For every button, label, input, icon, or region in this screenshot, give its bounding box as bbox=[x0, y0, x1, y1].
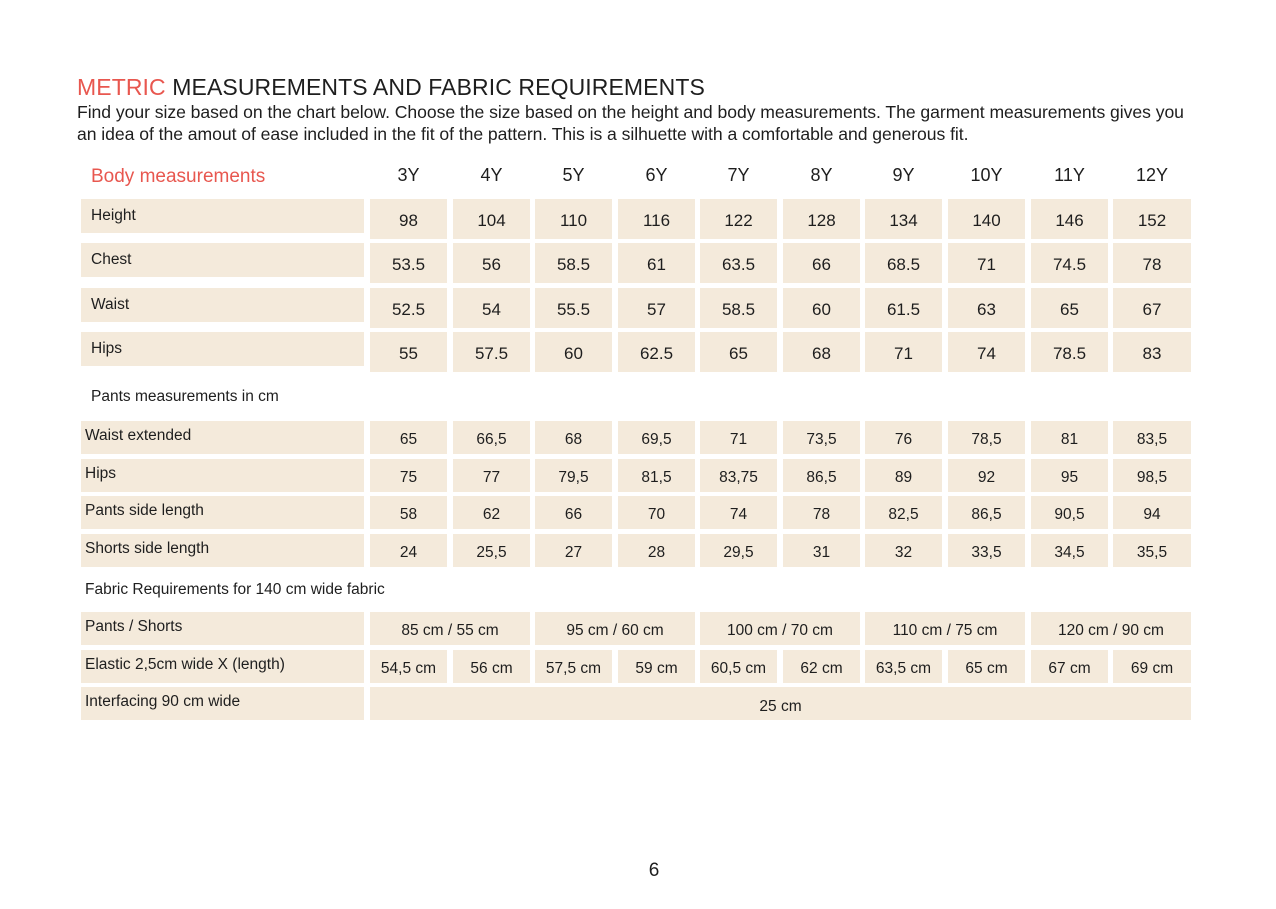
table-cell: 60 bbox=[535, 332, 612, 372]
table-cell: 58.5 bbox=[535, 243, 612, 283]
row-label: Elastic 2,5cm wide X (length) bbox=[81, 650, 364, 683]
table-cell: 140 bbox=[948, 199, 1025, 239]
table-cell: 66 bbox=[535, 496, 612, 529]
body-measurements-title: Body measurements bbox=[91, 166, 266, 187]
table-cell: 68.5 bbox=[865, 243, 942, 283]
table-cell: 35,5 bbox=[1113, 534, 1191, 567]
table-cell: 95 cm / 60 cm bbox=[535, 612, 695, 645]
size-header: 12Y bbox=[1135, 165, 1169, 185]
table-cell: 57 bbox=[618, 288, 695, 328]
table-cell: 74.5 bbox=[1031, 243, 1108, 283]
table-cell: 57.5 bbox=[453, 332, 530, 372]
table-cell: 104 bbox=[453, 199, 530, 239]
table-cell: 92 bbox=[948, 459, 1025, 492]
table-cell: 98 bbox=[370, 199, 447, 239]
pants-measurements-title: Pants measurements in cm bbox=[91, 388, 279, 405]
row-label: Chest bbox=[81, 243, 364, 277]
row-label: Hips bbox=[81, 459, 364, 492]
table-cell: 100 cm / 70 cm bbox=[700, 612, 860, 645]
table-cell: 134 bbox=[865, 199, 942, 239]
fabric-requirements-title: Fabric Requirements for 140 cm wide fabric bbox=[85, 581, 385, 598]
table-cell: 58 bbox=[370, 496, 447, 529]
table-cell: 65 bbox=[370, 421, 447, 454]
table-cell: 82,5 bbox=[865, 496, 942, 529]
intro-paragraph: Find your size based on the chart below. Choose the size based on the height and body measurements. The garment measurements gives you an idea of the amout of ease included in the fit of the pattern. This is a silhuette with a comfortable and generous fit. bbox=[77, 102, 1184, 144]
table-cell: 81 bbox=[1031, 421, 1108, 454]
table-cell: 58.5 bbox=[700, 288, 777, 328]
table-cell: 65 bbox=[700, 332, 777, 372]
row-label: Interfacing 90 cm wide bbox=[81, 687, 364, 720]
heading-accent: METRIC bbox=[77, 74, 166, 100]
table-cell: 78 bbox=[1113, 243, 1191, 283]
table-cell: 95 bbox=[1031, 459, 1108, 492]
table-cell: 146 bbox=[1031, 199, 1108, 239]
table-cell: 54 bbox=[453, 288, 530, 328]
table-cell: 63,5 cm bbox=[865, 650, 942, 683]
table-cell: 83,5 bbox=[1113, 421, 1191, 454]
table-cell: 65 cm bbox=[948, 650, 1025, 683]
table-cell: 56 cm bbox=[453, 650, 530, 683]
table-cell: 59 cm bbox=[618, 650, 695, 683]
table-cell: 62 cm bbox=[783, 650, 860, 683]
table-cell: 81,5 bbox=[618, 459, 695, 492]
table-cell: 75 bbox=[370, 459, 447, 492]
table-cell: 27 bbox=[535, 534, 612, 567]
table-cell: 90,5 bbox=[1031, 496, 1108, 529]
table-cell: 78 bbox=[783, 496, 860, 529]
table-cell: 57,5 cm bbox=[535, 650, 612, 683]
table-cell: 86,5 bbox=[783, 459, 860, 492]
size-header: 4Y bbox=[480, 165, 503, 185]
table-cell: 74 bbox=[700, 496, 777, 529]
table-cell: 128 bbox=[783, 199, 860, 239]
table-cell: 63.5 bbox=[700, 243, 777, 283]
table-cell: 152 bbox=[1113, 199, 1191, 239]
table-cell: 62 bbox=[453, 496, 530, 529]
row-label: Height bbox=[81, 199, 364, 233]
table-cell: 110 cm / 75 cm bbox=[865, 612, 1025, 645]
table-cell: 60 bbox=[783, 288, 860, 328]
table-cell: 54,5 cm bbox=[370, 650, 447, 683]
size-header: 10Y bbox=[970, 165, 1003, 185]
table-cell: 71 bbox=[700, 421, 777, 454]
table-cell: 24 bbox=[370, 534, 447, 567]
table-cell: 83 bbox=[1113, 332, 1191, 372]
table-cell: 74 bbox=[948, 332, 1025, 372]
table-cell: 70 bbox=[618, 496, 695, 529]
table-cell: 55.5 bbox=[535, 288, 612, 328]
table-cell: 52.5 bbox=[370, 288, 447, 328]
size-header: 8Y bbox=[810, 165, 833, 185]
table-cell: 78.5 bbox=[1031, 332, 1108, 372]
table-cell: 73,5 bbox=[783, 421, 860, 454]
table-cell: 78,5 bbox=[948, 421, 1025, 454]
size-header: 11Y bbox=[1054, 165, 1085, 185]
page-number: 6 bbox=[648, 860, 660, 881]
table-cell: 67 cm bbox=[1031, 650, 1108, 683]
table-cell: 83,75 bbox=[700, 459, 777, 492]
table-cell: 76 bbox=[865, 421, 942, 454]
table-cell: 67 bbox=[1113, 288, 1191, 328]
table-cell: 33,5 bbox=[948, 534, 1025, 567]
table-cell: 55 bbox=[370, 332, 447, 372]
table-cell: 65 bbox=[1031, 288, 1108, 328]
row-label: Hips bbox=[81, 332, 364, 366]
table-cell: 69 cm bbox=[1113, 650, 1191, 683]
table-cell: 68 bbox=[783, 332, 860, 372]
size-header: 3Y bbox=[397, 165, 420, 185]
table-cell: 28 bbox=[618, 534, 695, 567]
row-label: Pants / Shorts bbox=[81, 612, 364, 645]
table-cell: 98,5 bbox=[1113, 459, 1191, 492]
table-cell: 25,5 bbox=[453, 534, 530, 567]
table-cell: 71 bbox=[948, 243, 1025, 283]
table-cell: 116 bbox=[618, 199, 695, 239]
table-cell: 77 bbox=[453, 459, 530, 492]
table-cell: 79,5 bbox=[535, 459, 612, 492]
table-cell: 63 bbox=[948, 288, 1025, 328]
table-cell: 62.5 bbox=[618, 332, 695, 372]
size-header: 5Y bbox=[562, 165, 585, 185]
table-cell: 89 bbox=[865, 459, 942, 492]
table-cell: 61 bbox=[618, 243, 695, 283]
size-header: 7Y bbox=[727, 165, 750, 185]
table-cell: 31 bbox=[783, 534, 860, 567]
row-label: Shorts side length bbox=[81, 534, 364, 567]
size-header: 9Y bbox=[892, 165, 915, 185]
row-label: Waist extended bbox=[81, 421, 364, 454]
row-label: Pants side length bbox=[81, 496, 364, 529]
table-cell: 94 bbox=[1113, 496, 1191, 529]
table-cell: 68 bbox=[535, 421, 612, 454]
table-cell: 29,5 bbox=[700, 534, 777, 567]
table-cell: 85 cm / 55 cm bbox=[370, 612, 530, 645]
table-cell: 120 cm / 90 cm bbox=[1031, 612, 1191, 645]
page-heading bbox=[77, 74, 705, 101]
row-label: Waist bbox=[81, 288, 364, 322]
table-cell: 110 bbox=[535, 199, 612, 239]
table-cell: 32 bbox=[865, 534, 942, 567]
table-cell: 25 cm bbox=[370, 687, 1191, 720]
table-cell: 66 bbox=[783, 243, 860, 283]
table-cell: 60,5 cm bbox=[700, 650, 777, 683]
table-cell: 122 bbox=[700, 199, 777, 239]
table-cell: 53.5 bbox=[370, 243, 447, 283]
table-cell: 66,5 bbox=[453, 421, 530, 454]
table-cell: 69,5 bbox=[618, 421, 695, 454]
heading-rest: MEASUREMENTS AND FABRIC REQUIREMENTS bbox=[165, 74, 705, 100]
size-header: 6Y bbox=[645, 165, 668, 185]
table-cell: 61.5 bbox=[865, 288, 942, 328]
table-cell: 86,5 bbox=[948, 496, 1025, 529]
table-cell: 34,5 bbox=[1031, 534, 1108, 567]
table-cell: 56 bbox=[453, 243, 530, 283]
table-cell: 71 bbox=[865, 332, 942, 372]
